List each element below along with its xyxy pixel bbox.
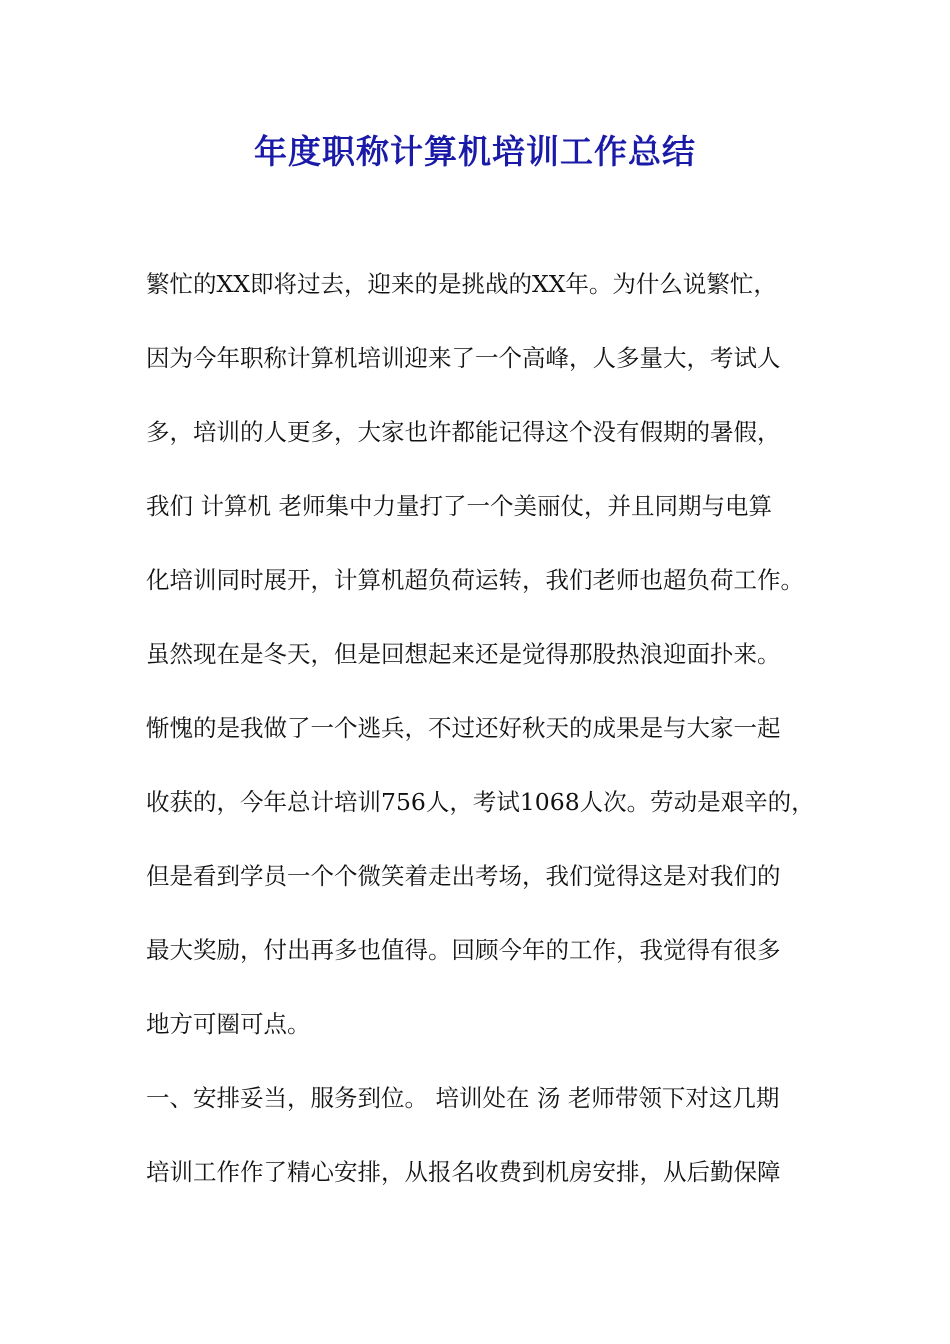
text-line: 化培训同时展开，计算机超负荷运转，我们老师也超负荷工作。	[146, 566, 804, 594]
text-line: 我们 计算机 老师集中力量打了一个美丽仗，并且同期与电算	[146, 492, 772, 520]
text-line: 培训工作作了精心安排，从报名收费到机房安排，从后勤保障	[146, 1158, 781, 1186]
text-line: 最大奖励，付出再多也值得。回顾今年的工作，我觉得有很多	[146, 936, 781, 964]
text-line: 一、安排妥当，服务到位。 培训处在 汤 老师带领下对这几期	[146, 1084, 780, 1112]
text-line: 虽然现在是冬天，但是回想起来还是觉得那股热浪迎面扑来。	[146, 640, 781, 668]
text-line: 收获的，今年总计培训756人，考试1068人次。劳动是艰辛的，	[146, 788, 815, 816]
document-title: 年度职称计算机培训工作总结	[254, 132, 696, 171]
text-line: 地方可圈可点。	[146, 1010, 311, 1038]
text-line: 繁忙的XX即将过去，迎来的是挑战的XX年。为什么说繁忙，	[146, 270, 777, 298]
text-line: 惭愧的是我做了一个逃兵，不过还好秋天的成果是与大家一起	[146, 714, 781, 742]
text-line: 因为今年职称计算机培训迎来了一个高峰，人多量大，考试人	[146, 344, 781, 372]
text-line: 但是看到学员一个个微笑着走出考场，我们觉得这是对我们的	[146, 862, 781, 890]
document-body	[146, 264, 846, 1226]
text-line: 多，培训的人更多，大家也许都能记得这个没有假期的暑假，	[146, 418, 781, 446]
